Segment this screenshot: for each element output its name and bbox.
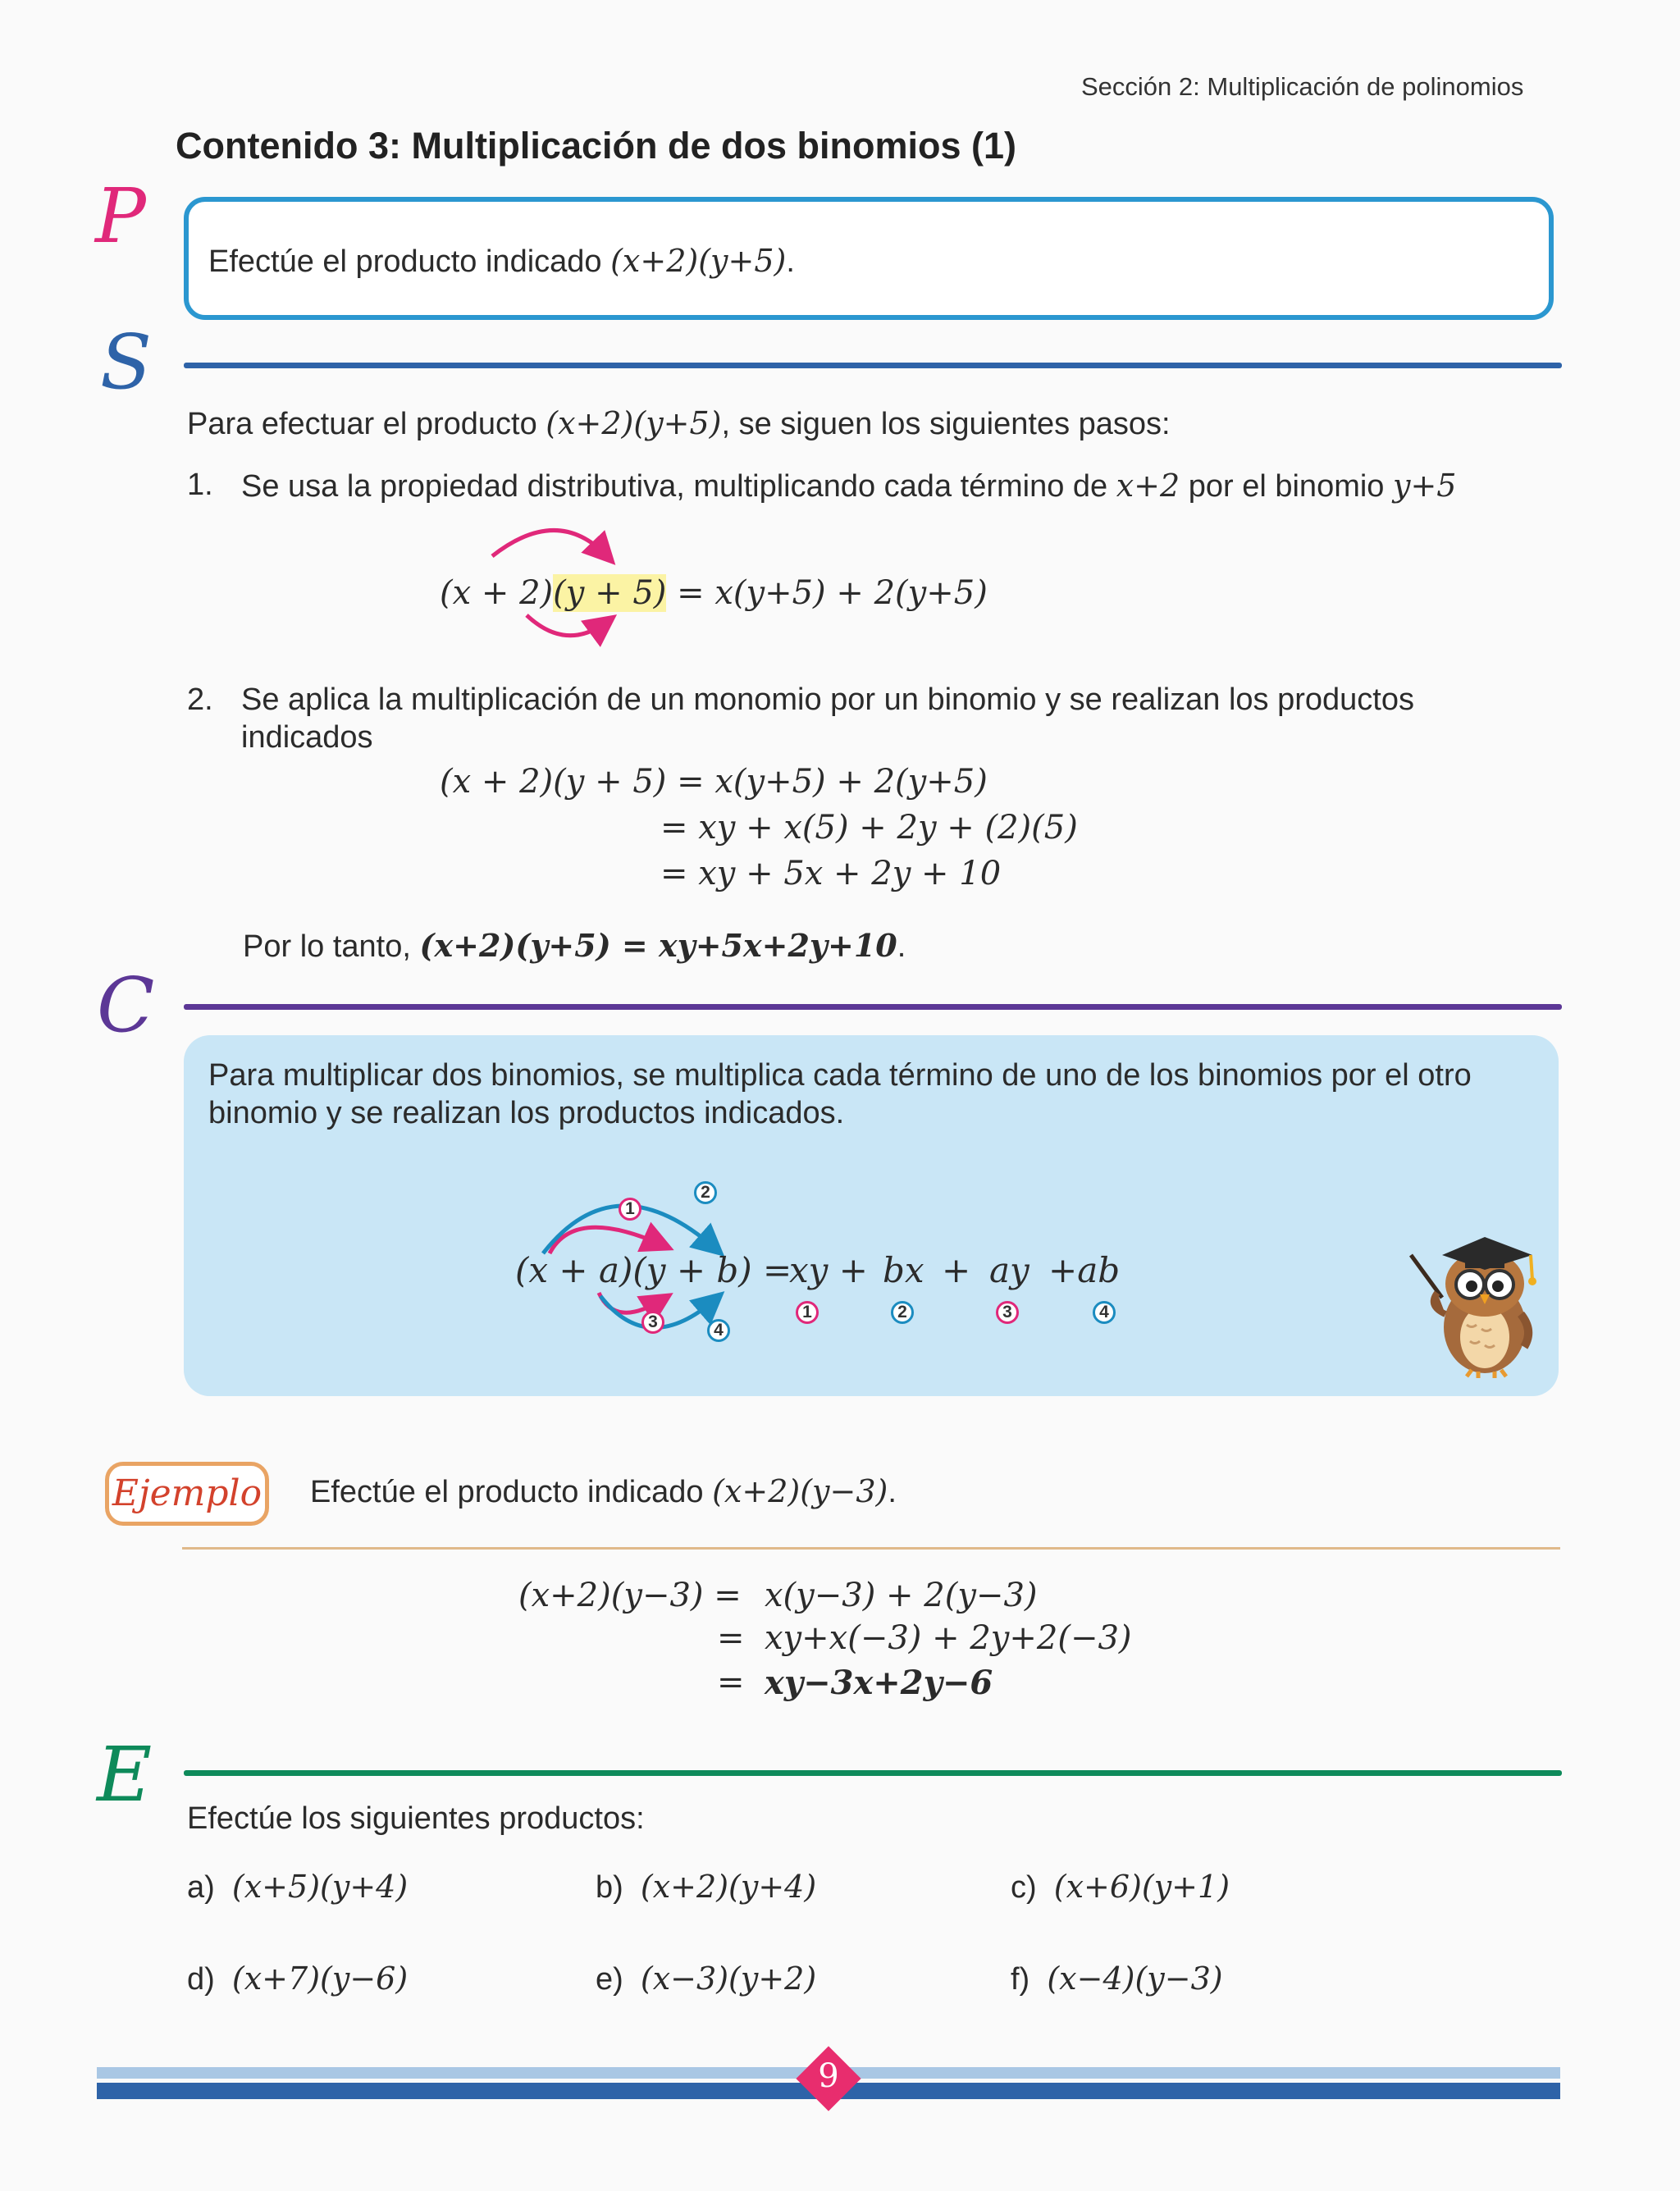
formula-eq: = (751, 1250, 792, 1290)
exercise-rule (184, 1770, 1562, 1776)
exercise-item-label: c) (1011, 1870, 1037, 1905)
exercise-item-expr: (x+6)(y+1) (1053, 1869, 1230, 1905)
owl-mascot-icon (1409, 1222, 1541, 1378)
step1-expr2: y+5 (1393, 468, 1457, 504)
term-ay: ay (989, 1250, 1029, 1290)
example-eq-3: = (717, 1664, 745, 1701)
exercise-item-label: b) (596, 1870, 623, 1905)
conclusion-formula (515, 1250, 792, 1290)
circle-3-bottom: 3 (641, 1311, 664, 1334)
circle-4: 4 (1093, 1301, 1116, 1324)
therefore-line (243, 927, 906, 965)
step1-expr1: x+2 (1116, 468, 1180, 504)
example-rule (182, 1547, 1560, 1550)
solution-intro (187, 405, 1171, 442)
circle-1: 1 (796, 1301, 819, 1324)
problem-expr: (x+2)(y+5) (610, 243, 787, 279)
diagram1-highlight: (y + 5) (553, 574, 667, 612)
circle-1-top: 1 (619, 1198, 641, 1221)
step2-line-2: = xy + x(5) + 2y + (2)(5) (660, 809, 1078, 847)
step1-label: Se usa la propiedad distributiva, multiplicando cada término de (241, 469, 1116, 504)
problem-end: . (786, 244, 795, 279)
exercise-item-expr: (x−3)(y+2) (640, 1960, 817, 1997)
term-plus: + (942, 1250, 971, 1290)
letter-s: S (100, 318, 153, 406)
step1-mid: por el binomio (1180, 469, 1393, 504)
exercise-item-a (187, 1869, 408, 1906)
letter-e: E (97, 1731, 153, 1819)
example-left: (x+2)(y−3) = (518, 1577, 742, 1614)
exercise-item-expr: (x+5)(y+4) (231, 1869, 409, 1905)
solution-intro-end: , se siguen los siguientes pasos: (721, 407, 1171, 441)
page-title: Contenido 3: Multiplicación de dos binomios (1) (176, 125, 1017, 167)
example-expr: (x+2)(y−3) (712, 1473, 888, 1509)
circle-4-bottom: 4 (707, 1319, 730, 1342)
step1-text (241, 468, 1456, 504)
exercise-item-label: a) (187, 1870, 215, 1905)
term-bx: bx (883, 1250, 924, 1290)
section-header: Sección 2: Multiplicación de polinomios (1081, 72, 1524, 101)
problem-label: Efectúe el producto indicado (208, 244, 611, 279)
term-xy: xy + (789, 1250, 868, 1290)
example-eq-2: = (717, 1619, 745, 1657)
solution-rule (184, 363, 1562, 368)
example-badge (105, 1462, 269, 1526)
diagram1-right: = x(y+5) + 2(y+5) (666, 574, 988, 612)
step2-line-1: (x + 2)(y + 5) = x(y+5) + 2(y+5) (440, 763, 988, 801)
letter-p: P (95, 172, 146, 260)
step2-text-2: indicados (241, 720, 373, 755)
example-label: Efectúe el producto indicado (310, 1475, 713, 1509)
example-badge-label: Ejemplo (112, 1472, 262, 1514)
example-line-1: x(y−3) + 2(y−3) (765, 1577, 1038, 1614)
circle-2: 2 (891, 1301, 914, 1324)
exercise-item-e (596, 1960, 816, 1997)
diagram1-left: (x + 2) (440, 574, 554, 612)
conclusion-line-1: Para multiplicar dos binomios, se multiplica cada término de uno de los binomios por el otro (208, 1058, 1472, 1093)
example-text (310, 1473, 897, 1510)
therefore-end: . (897, 929, 906, 964)
step2-number: 2. (187, 682, 213, 717)
problem-box (184, 197, 1554, 320)
distribution-formula-1 (440, 574, 988, 612)
solution-intro-text: Para efectuar el producto (187, 407, 546, 441)
exercise-item-expr: (x−4)(y−3) (1047, 1960, 1223, 1997)
example-line-3: xy−3x+2y−6 (765, 1664, 993, 1702)
exercise-item-label: e) (596, 1962, 623, 1997)
exercise-item-expr: (x+7)(y−6) (231, 1960, 409, 1997)
exercise-intro: Efectúe los siguientes productos: (187, 1801, 645, 1836)
step2-line-3: = xy + 5x + 2y + 10 (660, 855, 1002, 892)
step1-number: 1. (187, 468, 213, 502)
therefore-expr: (x+2)(y+5) = xy+5x+2y+10 (419, 927, 897, 964)
conclusion-rule (184, 1004, 1562, 1010)
page-number: 9 (818, 2057, 839, 2095)
exercise-item-f (1011, 1960, 1223, 1997)
problem-text (208, 243, 795, 280)
term-ab: +ab (1048, 1250, 1121, 1290)
example-line-2: xy+x(−3) + 2y+2(−3) (765, 1619, 1132, 1657)
exercise-item-label: d) (187, 1962, 215, 1997)
circle-3: 3 (996, 1301, 1019, 1324)
circle-2-top: 2 (694, 1181, 717, 1204)
exercise-item-b (596, 1869, 816, 1906)
step2-text: Se aplica la multiplicación de un monomio por un binomio y se realizan los productos (241, 682, 1414, 717)
letter-c: C (97, 961, 155, 1049)
solution-intro-expr: (x+2)(y+5) (546, 405, 722, 441)
therefore-label: Por lo tanto, (243, 929, 420, 964)
formula-left: (x + a)(y + b) (515, 1250, 752, 1290)
exercise-item-label: f) (1011, 1962, 1030, 1997)
conclusion-line-2: binomio y se realizan los productos indicados. (208, 1096, 845, 1130)
exercise-item-expr: (x+2)(y+4) (640, 1869, 817, 1905)
exercise-item-d (187, 1960, 408, 1997)
exercise-item-c (1011, 1869, 1230, 1906)
example-end: . (888, 1475, 897, 1509)
